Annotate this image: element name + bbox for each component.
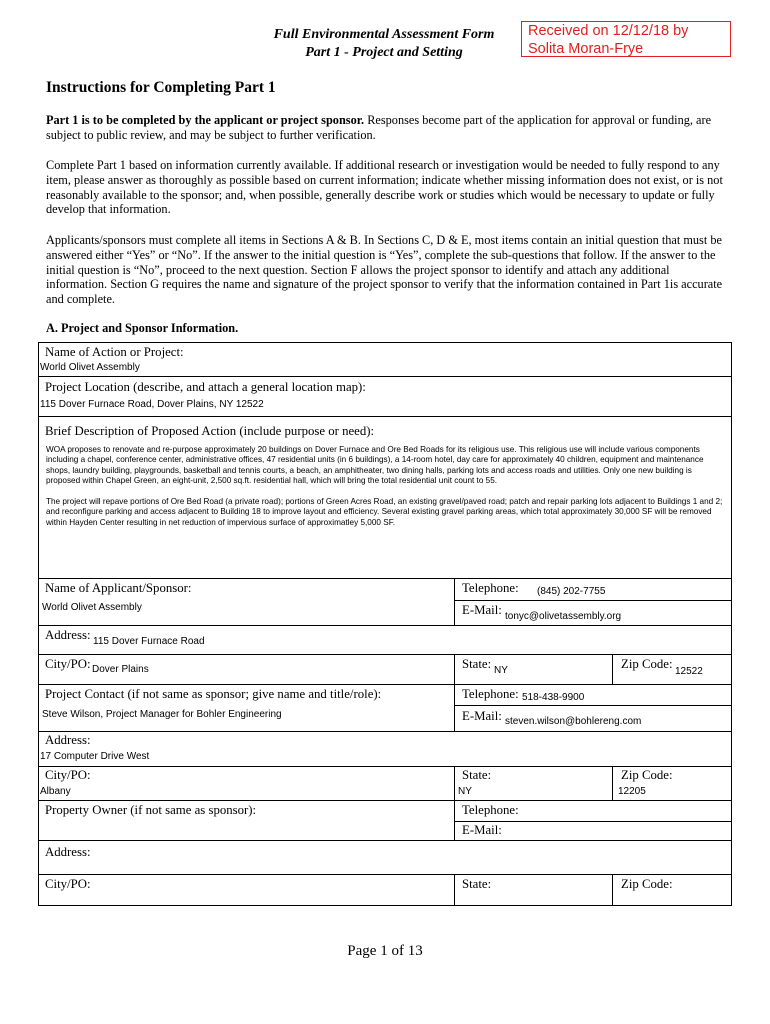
action-name-field[interactable]: World Olivet Assembly	[40, 362, 140, 373]
p1-bold: Part 1 is to be completed by the applicant or project sponsor.	[46, 113, 365, 127]
applicant-telephone-field[interactable]: (845) 202-7755	[537, 586, 606, 597]
contact-field[interactable]: Steve Wilson, Project Manager for Bohler Engineering	[42, 709, 282, 720]
contact-address-field[interactable]: 17 Computer Drive West	[40, 751, 150, 762]
applicant-city-field[interactable]: Dover Plains	[92, 664, 149, 675]
owner-city-label: City/PO:	[45, 877, 91, 891]
applicant-zip-field[interactable]: 12522	[675, 666, 703, 677]
contact-telephone-field[interactable]: 518-438-9900	[522, 692, 585, 703]
contact-city-field[interactable]: Albany	[40, 786, 71, 797]
p1-rest: Responses become part of the application for approval or funding, are subject to public review, and may be subject to further verification.	[46, 113, 712, 142]
instructions-heading: Instructions for Completing Part 1	[46, 79, 276, 96]
applicant-state-label: State:	[462, 657, 492, 671]
applicant-city-label: City/PO:	[45, 657, 91, 671]
owner-telephone-label: Telephone:	[462, 803, 519, 817]
applicant-label: Name of Applicant/Sponsor:	[45, 581, 192, 595]
contact-zip-field[interactable]: 12205	[618, 786, 646, 797]
owner-zip-label: Zip Code:	[621, 877, 673, 891]
owner-label: Property Owner (if not same as sponsor):	[45, 803, 257, 817]
contact-zip-label: Zip Code:	[621, 768, 673, 782]
owner-state-label: State:	[462, 877, 492, 891]
contact-address-label: Address:	[45, 733, 91, 747]
instructions-paragraph-2: Complete Part 1 based on information currently available. If additional research or investigation would be needed to fully respond to any item, please answer as thoroughly as possible based on current information; indicate whether missing information does not exist, or is not reasonably available to the sponsor; and, when possible, generally describe work or studies which would be necessary to update or fully develop that information.	[46, 158, 723, 217]
stamp-line2: Solita Moran-Frye	[528, 41, 644, 57]
location-label: Project Location (describe, and attach a general location map):	[45, 380, 366, 394]
action-name-label: Name of Action or Project:	[45, 345, 184, 359]
description-field-p2[interactable]: The project will repave portions of Ore Bed Road (a private road); portions of Green Acres Road, an existing gravel/paved road; patch and repair parking lots adjacent to Buildings 1 and 2; and reconfigure parking and access adjacent to Building 18 to improve layout and efficiency. Several existing gravel parking areas, which total approximately 30,000 SF will be removed within Hayden Center resulting in net reduction of impervious surface of approximatley 5,000 SF.	[46, 497, 723, 527]
owner-email-label: E-Mail:	[462, 823, 502, 837]
applicant-state-field[interactable]: NY	[494, 665, 508, 676]
section-a-heading: A. Project and Sponsor Information.	[46, 321, 239, 335]
stamp-line1: Received on 12/12/18 by	[528, 23, 689, 39]
contact-state-label: State:	[462, 768, 492, 782]
applicant-address-label: Address:	[45, 628, 91, 642]
applicant-address-field[interactable]: 115 Dover Furnace Road	[93, 636, 205, 647]
description-field-p1[interactable]: WOA proposes to renovate and re-purpose approximately 20 buildings on Dover Furnace and Ore Bed Roads for its religious use. This religious use will include various components including a chapel, conference center, administrative offices, 47 residential units (in 6 buildings), a 14-room hotel, day care for approximately 40 children, equipment and maintenance shops, laundry building, playgrounds, basketball and tennis courts, a beach, an amphitheater, two dining halls, parking lots and access roads and utilities. Only one new building is proposed within Chapel Green, an eight-unit, 2,500 sq.ft. residential hall, which will bring the total residential unit count to 55.	[46, 445, 704, 486]
location-field[interactable]: 115 Dover Furnace Road, Dover Plains, NY 12522	[40, 399, 264, 410]
instructions-paragraph-1	[46, 113, 726, 143]
applicant-field[interactable]: World Olivet Assembly	[42, 602, 142, 613]
contact-telephone-label: Telephone:	[462, 687, 519, 701]
form-title-line2: Part 1 - Project and Setting	[305, 45, 463, 60]
applicant-email-field[interactable]: tonyc@olivetassembly.org	[505, 611, 622, 622]
form-title-line1: Full Environmental Assessment Form	[273, 27, 495, 42]
applicant-telephone-label: Telephone:	[462, 581, 519, 595]
contact-email-label: E-Mail:	[462, 709, 502, 723]
applicant-email-label: E-Mail:	[462, 603, 502, 617]
page-number: Page 1 of 13	[347, 943, 423, 959]
contact-city-label: City/PO:	[45, 768, 91, 782]
applicant-zip-label: Zip Code:	[621, 657, 673, 671]
received-stamp	[521, 21, 731, 57]
description-label: Brief Description of Proposed Action (include purpose or need):	[45, 424, 375, 438]
contact-state-field[interactable]: NY	[458, 786, 472, 797]
instructions-paragraph-3: Applicants/sponsors must complete all items in Sections A & B. In Sections C, D & E, most items contain an initial question that must be answered either “Yes” or “No”. If the answer to the initial question is “Yes”, complete the sub-questions that follow. If the answer to the initial question is “No”, proceed to the next question. Section F allows the project sponsor to identify and attach any additional information. Section G requires the name and signature of the project sponsor to verify that the information contained in Part 1is accurate and complete.	[46, 233, 723, 307]
contact-label: Project Contact (if not same as sponsor; give name and title/role):	[45, 687, 382, 701]
owner-address-label: Address:	[45, 845, 91, 859]
contact-email-field[interactable]: steven.wilson@bohlereng.com	[505, 716, 642, 727]
